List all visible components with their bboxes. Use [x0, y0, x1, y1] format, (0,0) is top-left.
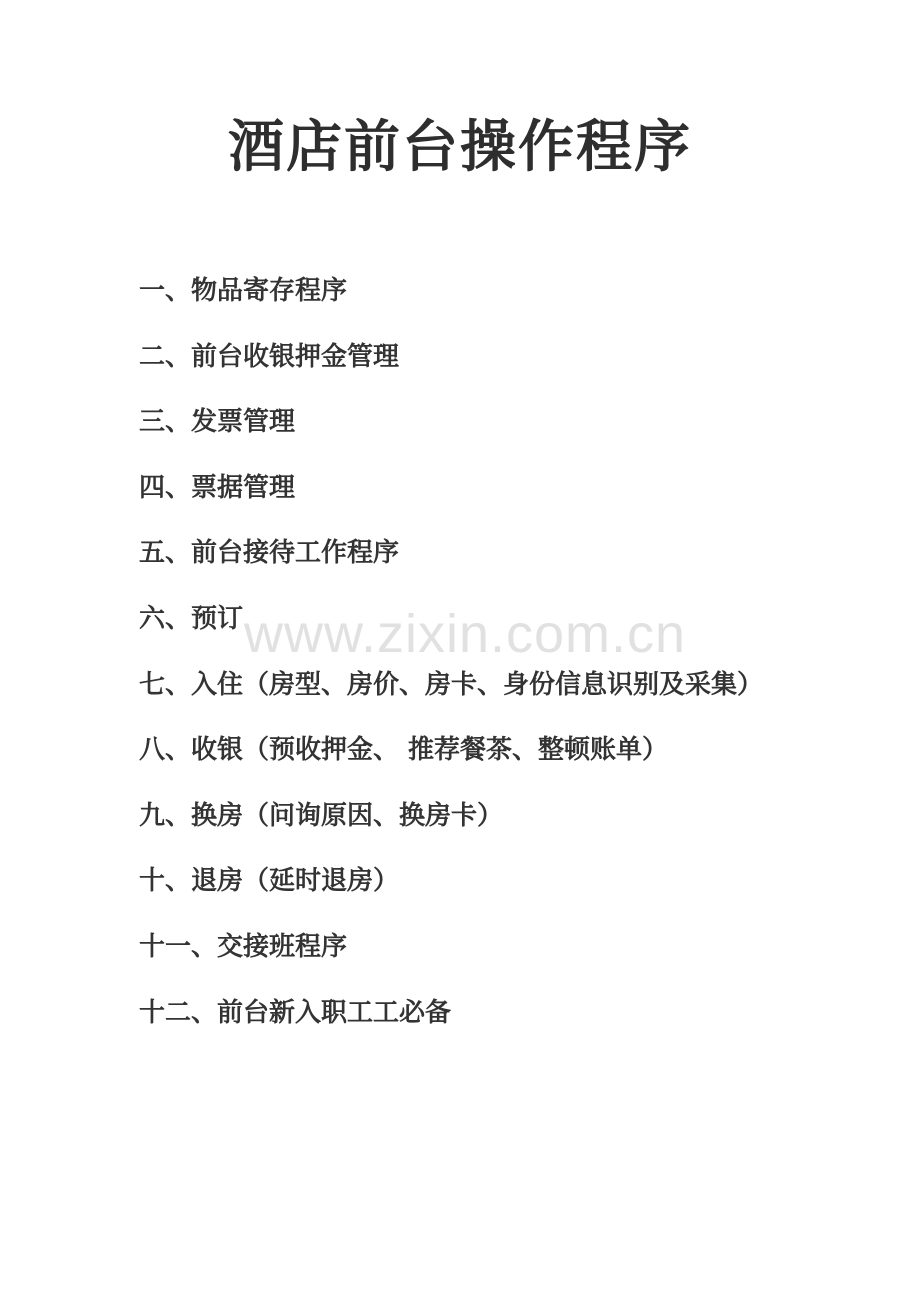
watermark: www.zixin.com.cn [243, 604, 687, 664]
page-title: 酒店前台操作程序 [228, 115, 692, 180]
toc-item-5: 五、前台接待工作程序 [139, 538, 400, 569]
toc-item-7: 七、入住（房型、房价、房卡、身份信息识别及采集） [139, 669, 764, 700]
toc-item-9: 九、换房（问询原因、换房卡） [139, 800, 504, 831]
table-of-contents [139, 270, 839, 1057]
toc-item-6: 六、预订 [139, 603, 244, 634]
toc-item-10: 十、退房（延时退房） [139, 866, 400, 897]
toc-item-8: 八、收银（预收押金、 推荐餐茶、整顿账单） [139, 735, 669, 766]
toc-item-12: 十二、前台新入职工工必备 [139, 997, 452, 1028]
toc-item-2: 二、前台收银押金管理 [139, 341, 400, 372]
toc-item-4: 四、票据管理 [139, 472, 296, 503]
toc-item-3: 三、发票管理 [139, 407, 296, 438]
toc-item-1: 一、物品寄存程序 [139, 276, 348, 306]
toc-item-11: 十一、交接班程序 [139, 931, 348, 962]
